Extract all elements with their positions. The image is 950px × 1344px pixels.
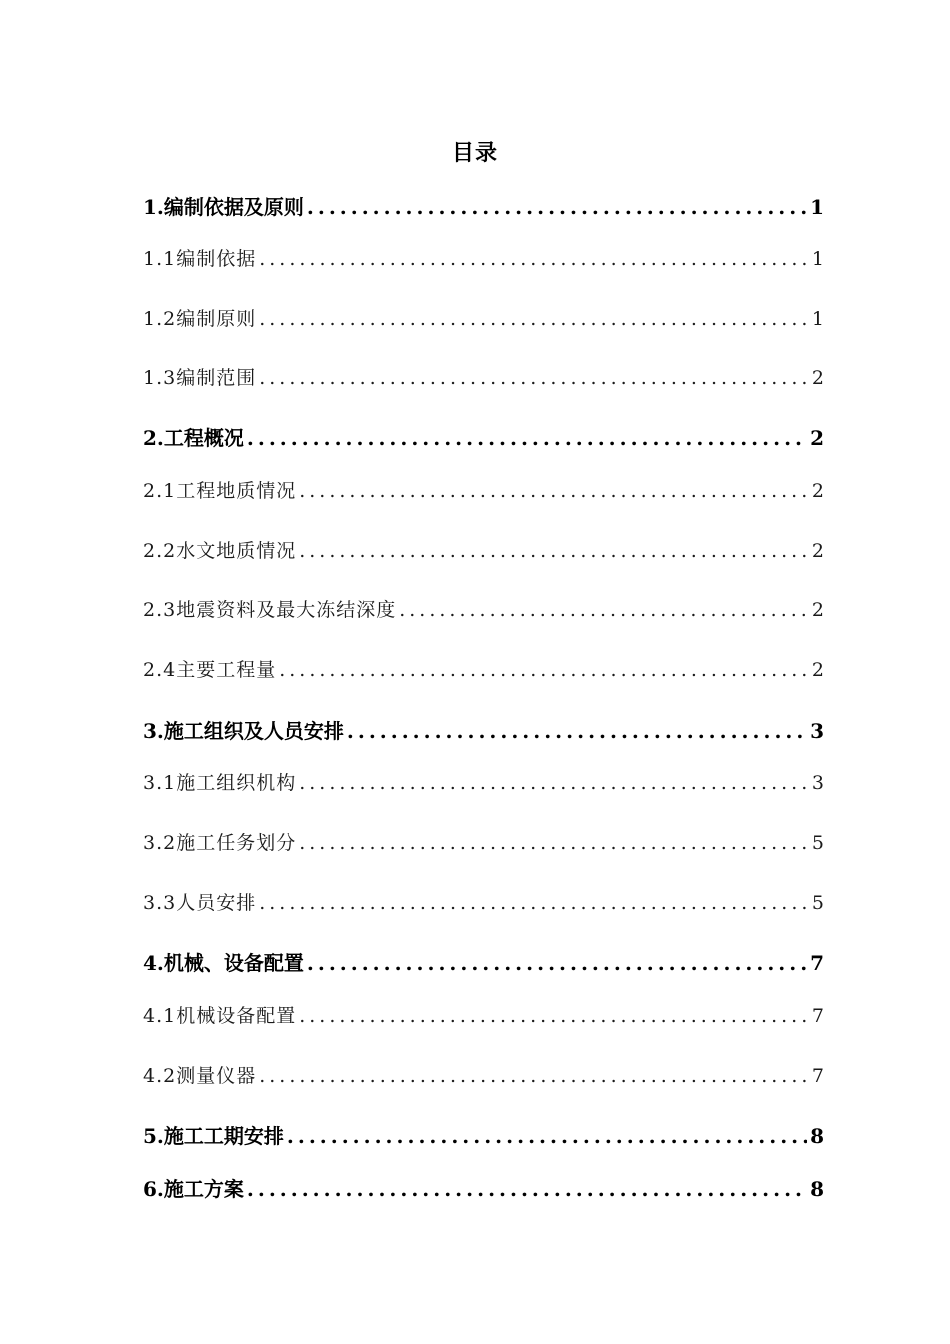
toc-dot-leader (259, 304, 809, 334)
toc-page-number: 3 (810, 719, 824, 743)
toc-page-number: 8 (810, 1177, 824, 1201)
toc-entry-text: 2.4主要工程量 (143, 659, 277, 681)
toc-chapter-entry[interactable] (143, 1121, 824, 1151)
toc-section-entry[interactable] (143, 476, 824, 506)
toc-dot-leader (307, 948, 807, 978)
toc-dot-leader (259, 363, 809, 393)
toc-page-number: 1 (810, 195, 824, 219)
toc-dot-leader (347, 716, 807, 746)
toc-dot-leader (299, 476, 809, 506)
toc-page-number: 2 (811, 367, 824, 389)
toc-chapter-entry[interactable] (143, 192, 824, 222)
toc-dot-leader (279, 655, 809, 685)
toc-chapter-entry[interactable] (143, 716, 824, 746)
toc-dot-leader (259, 244, 809, 274)
toc-entry-text: 3.3人员安排 (143, 892, 257, 914)
toc-dot-leader (299, 536, 809, 566)
toc-chapter-entry[interactable] (143, 423, 824, 453)
toc-dot-leader (299, 828, 809, 858)
toc-entry-text: 3.1施工组织机构 (143, 772, 297, 794)
toc-page-number: 5 (811, 832, 824, 854)
toc-page-number: 5 (811, 892, 824, 914)
toc-entry-text: 1.2编制原则 (143, 308, 257, 330)
toc-dot-leader (299, 1001, 809, 1031)
toc-entry-text: 2.2水文地质情况 (143, 540, 297, 562)
toc-dot-leader (247, 1174, 807, 1204)
toc-entry-text: 2.3地震资料及最大冻结深度 (143, 599, 397, 621)
toc-entry-text: 6.施工方案 (143, 1177, 244, 1201)
toc-section-entry[interactable] (143, 1001, 824, 1031)
toc-entry-text: 4.2测量仪器 (143, 1065, 257, 1087)
toc-entry-text: 4.1机械设备配置 (143, 1005, 297, 1027)
toc-page-number: 1 (811, 308, 824, 330)
toc-page-number: 8 (810, 1124, 824, 1148)
toc-page-number: 2 (811, 480, 824, 502)
toc-dot-leader (259, 888, 809, 918)
toc-page-number: 7 (811, 1065, 824, 1087)
toc-dot-leader (287, 1121, 807, 1151)
toc-entry-text: 1.编制依据及原则 (143, 195, 304, 219)
toc-page-number: 7 (810, 951, 824, 975)
toc-entry-text: 2.1工程地质情况 (143, 480, 297, 502)
toc-page-number: 2 (810, 426, 824, 450)
toc-entry-text: 2.工程概况 (143, 426, 244, 450)
toc-page-number: 2 (811, 540, 824, 562)
toc-section-entry[interactable] (143, 655, 824, 685)
toc-page-number: 2 (811, 599, 824, 621)
toc-entry-text: 1.3编制范围 (143, 367, 257, 389)
toc-section-entry[interactable] (143, 828, 824, 858)
toc-section-entry[interactable] (143, 1061, 824, 1091)
toc-section-entry[interactable] (143, 304, 824, 334)
toc-section-entry[interactable] (143, 768, 824, 798)
toc-chapter-entry[interactable] (143, 1174, 824, 1204)
toc-section-entry[interactable] (143, 595, 824, 625)
toc-section-entry[interactable] (143, 363, 824, 393)
toc-section-entry[interactable] (143, 888, 824, 918)
toc-page-number: 1 (811, 248, 824, 270)
toc-section-entry[interactable] (143, 536, 824, 566)
toc-entry-text: 3.施工组织及人员安排 (143, 719, 344, 743)
toc-page-number: 2 (811, 659, 824, 681)
toc-entry-text: 5.施工工期安排 (143, 1124, 284, 1148)
toc-page-number: 3 (811, 772, 824, 794)
toc-dot-leader (299, 768, 809, 798)
toc-dot-leader (247, 423, 807, 453)
toc-dot-leader (399, 595, 809, 625)
toc-chapter-entry[interactable] (143, 948, 824, 978)
toc-entry-text: 1.1编制依据 (143, 248, 257, 270)
toc-page-number: 7 (811, 1005, 824, 1027)
toc-dot-leader (307, 192, 807, 222)
toc-dot-leader (259, 1061, 809, 1091)
toc-title: 目录 (451, 140, 498, 166)
toc-section-entry[interactable] (143, 244, 824, 274)
toc-entry-text: 4.机械、设备配置 (143, 951, 304, 975)
toc-entry-text: 3.2施工任务划分 (143, 832, 297, 854)
